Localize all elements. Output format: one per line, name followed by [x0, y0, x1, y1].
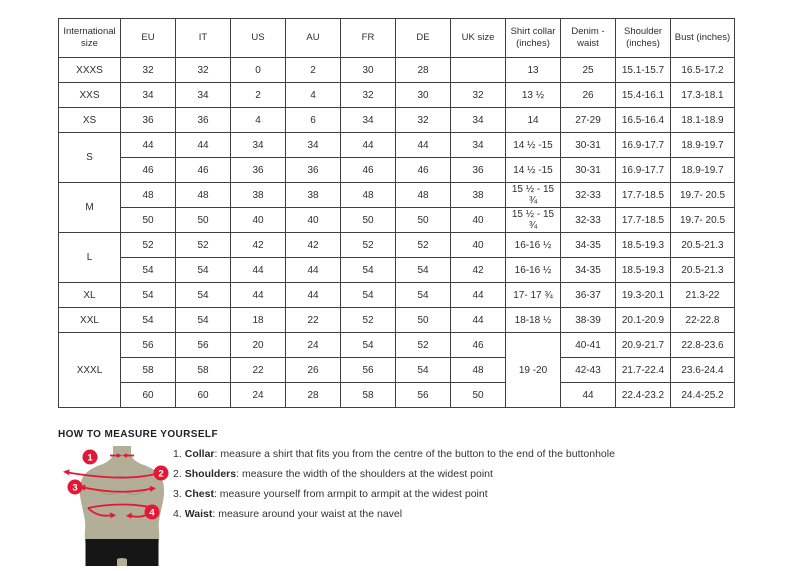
intl-size-cell: M — [59, 183, 121, 233]
size-value-cell: 42 — [286, 233, 341, 258]
table-row — [59, 383, 735, 408]
size-value-cell: 20.1-20.9 — [616, 308, 671, 333]
size-value-cell: 16.9-17.7 — [616, 158, 671, 183]
size-value-cell: 38 — [231, 183, 286, 208]
size-value-cell: 2 — [286, 58, 341, 83]
column-header: FR — [341, 19, 396, 58]
size-value-cell: 52 — [176, 233, 231, 258]
size-value-cell: 46 — [341, 158, 396, 183]
size-value-cell: 40-41 — [561, 333, 616, 358]
size-value-cell: 17.3-18.1 — [671, 83, 735, 108]
column-header: AU — [286, 19, 341, 58]
size-value-cell: 27-29 — [561, 108, 616, 133]
mannequin-figure — [58, 446, 186, 566]
size-value-cell: 18 — [231, 308, 286, 333]
intl-size-cell: XXXL — [59, 333, 121, 408]
size-value-cell: 52 — [341, 233, 396, 258]
size-chart-table — [58, 18, 735, 408]
size-value-cell: 44 — [396, 133, 451, 158]
size-value-cell: 24 — [286, 333, 341, 358]
size-value-cell: 44 — [231, 258, 286, 283]
size-value-cell: 6 — [286, 108, 341, 133]
size-value-cell: 48 — [176, 183, 231, 208]
instruction-label: Shoulders — [184, 468, 237, 480]
size-value-cell: 16-16 ½ — [506, 258, 561, 283]
size-value-cell: 16.9-17.7 — [616, 133, 671, 158]
size-value-cell: 30 — [396, 83, 451, 108]
instruction-text: : measure a shirt that fits you from the centre of the button to the end of the buttonhole — [214, 448, 615, 460]
size-value-cell: 44 — [286, 258, 341, 283]
instruction-number: 1. — [173, 448, 182, 460]
size-value-cell: 54 — [341, 258, 396, 283]
instruction-label: Waist — [184, 508, 213, 520]
measure-instructions — [173, 448, 615, 528]
size-value-cell: 54 — [396, 283, 451, 308]
size-value-cell: 32-33 — [561, 208, 616, 233]
size-value-cell: 44 — [451, 308, 506, 333]
size-value-cell: 16.5-16.4 — [616, 108, 671, 133]
size-value-cell: 4 — [286, 83, 341, 108]
column-header: UK size — [451, 19, 506, 58]
size-value-cell: 22 — [286, 308, 341, 333]
size-value-cell: 54 — [396, 258, 451, 283]
size-table-body — [59, 58, 735, 408]
size-value-cell: 22.8-23.6 — [671, 333, 735, 358]
size-value-cell: 15.4-16.1 — [616, 83, 671, 108]
size-value-cell: 52 — [121, 233, 176, 258]
size-value-cell: 30-31 — [561, 133, 616, 158]
size-value-cell: 17.7-18.5 — [616, 208, 671, 233]
size-value-cell: 20 — [231, 333, 286, 358]
size-value-cell: 30 — [341, 58, 396, 83]
size-value-cell: 58 — [341, 383, 396, 408]
size-value-cell: 38 — [451, 183, 506, 208]
intl-size-cell: XXS — [59, 83, 121, 108]
size-value-cell: 60 — [176, 383, 231, 408]
column-header: Denim - waist — [561, 19, 616, 58]
size-value-cell: 38-39 — [561, 308, 616, 333]
size-value-cell: 42-43 — [561, 358, 616, 383]
table-row — [59, 83, 735, 108]
size-value-cell: 32 — [341, 83, 396, 108]
table-row — [59, 283, 735, 308]
instruction-shoulders — [173, 468, 615, 480]
size-value-cell: 34 — [231, 133, 286, 158]
instruction-number: 4. — [173, 508, 182, 520]
size-value-cell: 52 — [396, 333, 451, 358]
size-value-cell: 44 — [121, 133, 176, 158]
size-value-cell: 50 — [176, 208, 231, 233]
size-value-cell: 42 — [231, 233, 286, 258]
size-value-cell: 46 — [176, 158, 231, 183]
size-value-cell: 56 — [396, 383, 451, 408]
size-value-cell: 18.1-18.9 — [671, 108, 735, 133]
size-value-cell: 15 ½ - 15 ¾ — [506, 208, 561, 233]
column-header: International size — [59, 19, 121, 58]
table-row — [59, 133, 735, 158]
size-value-cell: 40 — [451, 208, 506, 233]
badge-4: 4 — [149, 507, 155, 519]
size-value-cell: 40 — [231, 208, 286, 233]
size-value-cell: 28 — [286, 383, 341, 408]
size-value-cell: 48 — [451, 358, 506, 383]
size-value-cell: 54 — [176, 283, 231, 308]
size-value-cell: 14 ½ -15 — [506, 133, 561, 158]
size-value-cell: 32 — [121, 58, 176, 83]
size-value-cell: 26 — [561, 83, 616, 108]
measure-section-title: HOW TO MEASURE YOURSELF — [58, 429, 218, 440]
table-row — [59, 308, 735, 333]
size-value-cell: 34-35 — [561, 233, 616, 258]
intl-size-cell: XS — [59, 108, 121, 133]
size-value-cell: 56 — [176, 333, 231, 358]
size-value-cell: 20.5-21.3 — [671, 233, 735, 258]
instruction-number: 3. — [173, 488, 182, 500]
size-value-cell: 16.5-17.2 — [671, 58, 735, 83]
size-value-cell: 15 ½ - 15 ¾ — [506, 183, 561, 208]
size-value-cell: 50 — [396, 208, 451, 233]
size-value-cell: 46 — [121, 158, 176, 183]
size-value-cell: 50 — [121, 208, 176, 233]
size-value-cell: 54 — [341, 283, 396, 308]
table-row — [59, 158, 735, 183]
intl-size-cell: XXXS — [59, 58, 121, 83]
size-value-cell: 34 — [451, 108, 506, 133]
size-value-cell: 48 — [341, 183, 396, 208]
size-value-cell: 34 — [341, 108, 396, 133]
size-value-cell: 48 — [396, 183, 451, 208]
badge-2: 2 — [158, 468, 164, 480]
size-value-cell: 32 — [396, 108, 451, 133]
size-value-cell: 42 — [451, 258, 506, 283]
size-value-cell: 52 — [341, 308, 396, 333]
size-value-cell: 54 — [121, 308, 176, 333]
badge-3: 3 — [72, 482, 78, 494]
size-value-cell: 34-35 — [561, 258, 616, 283]
table-row — [59, 58, 735, 83]
size-value-cell: 19.7- 20.5 — [671, 183, 735, 208]
size-value-cell: 4 — [231, 108, 286, 133]
size-value-cell: 21.3-22 — [671, 283, 735, 308]
size-value-cell: 25 — [561, 58, 616, 83]
table-row — [59, 258, 735, 283]
size-value-cell: 50 — [451, 383, 506, 408]
column-header: DE — [396, 19, 451, 58]
size-value-cell: 34 — [176, 83, 231, 108]
size-value-cell: 46 — [451, 333, 506, 358]
intl-size-cell: XL — [59, 283, 121, 308]
size-value-cell: 19.7- 20.5 — [671, 208, 735, 233]
table-row — [59, 183, 735, 208]
size-value-cell: 44 — [176, 133, 231, 158]
size-value-cell: 54 — [176, 308, 231, 333]
size-value-cell: 40 — [286, 208, 341, 233]
size-value-cell: 44 — [286, 283, 341, 308]
column-header: EU — [121, 19, 176, 58]
size-value-cell: 46 — [396, 158, 451, 183]
size-value-cell — [451, 58, 506, 83]
column-header: Shoulder (inches) — [616, 19, 671, 58]
size-value-cell: 18.9-19.7 — [671, 158, 735, 183]
size-value-cell: 54 — [121, 258, 176, 283]
size-value-cell: 32 — [451, 83, 506, 108]
size-value-cell: 44 — [231, 283, 286, 308]
size-value-cell: 18-18 ½ — [506, 308, 561, 333]
intl-size-cell: S — [59, 133, 121, 183]
size-value-cell: 52 — [396, 233, 451, 258]
size-value-cell: 22-22.8 — [671, 308, 735, 333]
size-value-cell: 34 — [121, 83, 176, 108]
table-row — [59, 108, 735, 133]
size-value-cell: 21.7-22.4 — [616, 358, 671, 383]
size-value-cell: 36 — [176, 108, 231, 133]
instruction-collar — [173, 448, 615, 460]
column-header: US — [231, 19, 286, 58]
size-value-cell: 18.9-19.7 — [671, 133, 735, 158]
size-value-cell: 58 — [176, 358, 231, 383]
instruction-label: Collar — [184, 448, 215, 460]
table-header-row — [59, 19, 735, 58]
size-value-cell: 19.3-20.1 — [616, 283, 671, 308]
table-row — [59, 333, 735, 358]
instruction-waist — [173, 508, 615, 520]
size-value-cell: 36 — [286, 158, 341, 183]
badge-1: 1 — [87, 452, 93, 464]
size-value-cell: 14 — [506, 108, 561, 133]
size-value-cell: 50 — [396, 308, 451, 333]
size-value-cell: 36 — [231, 158, 286, 183]
size-value-cell: 20.9-21.7 — [616, 333, 671, 358]
size-value-cell: 36 — [121, 108, 176, 133]
size-value-cell: 54 — [121, 283, 176, 308]
table-row — [59, 208, 735, 233]
size-value-cell: 24 — [231, 383, 286, 408]
size-value-cell: 44 — [561, 383, 616, 408]
size-value-cell-collar-merged: 19 -20 — [506, 333, 561, 408]
size-value-cell: 54 — [176, 258, 231, 283]
size-value-cell: 24.4-25.2 — [671, 383, 735, 408]
size-value-cell: 36 — [451, 158, 506, 183]
size-value-cell: 54 — [396, 358, 451, 383]
size-value-cell: 32 — [176, 58, 231, 83]
size-value-cell: 34 — [451, 133, 506, 158]
column-header: Bust (inches) — [671, 19, 735, 58]
size-value-cell: 17- 17 ¾ — [506, 283, 561, 308]
size-value-cell: 50 — [341, 208, 396, 233]
size-value-cell: 56 — [121, 333, 176, 358]
size-value-cell: 15.1-15.7 — [616, 58, 671, 83]
size-value-cell: 34 — [286, 133, 341, 158]
size-value-cell: 23.6-24.4 — [671, 358, 735, 383]
size-value-cell: 18.5-19.3 — [616, 258, 671, 283]
instruction-chest — [173, 488, 615, 500]
size-value-cell: 0 — [231, 58, 286, 83]
size-value-cell: 60 — [121, 383, 176, 408]
size-value-cell: 20.5-21.3 — [671, 258, 735, 283]
size-value-cell: 36-37 — [561, 283, 616, 308]
column-header: Shirt collar (inches) — [506, 19, 561, 58]
instruction-text: : measure the width of the shoulders at the widest point — [236, 468, 493, 480]
intl-size-cell: L — [59, 233, 121, 283]
size-value-cell: 32-33 — [561, 183, 616, 208]
size-value-cell: 44 — [451, 283, 506, 308]
size-value-cell: 40 — [451, 233, 506, 258]
size-value-cell: 13 ½ — [506, 83, 561, 108]
column-header: IT — [176, 19, 231, 58]
size-value-cell: 38 — [286, 183, 341, 208]
instruction-text: : measure around your waist at the navel — [212, 508, 403, 520]
size-value-cell: 16-16 ½ — [506, 233, 561, 258]
size-value-cell: 26 — [286, 358, 341, 383]
size-value-cell: 54 — [341, 333, 396, 358]
size-value-cell: 56 — [341, 358, 396, 383]
instruction-text: : measure yourself from armpit to armpit at the widest point — [213, 488, 488, 500]
instruction-label: Chest — [184, 488, 214, 500]
size-value-cell: 58 — [121, 358, 176, 383]
instruction-number: 2. — [173, 468, 182, 480]
intl-size-cell: XXL — [59, 308, 121, 333]
size-value-cell: 44 — [341, 133, 396, 158]
size-value-cell: 28 — [396, 58, 451, 83]
table-row — [59, 233, 735, 258]
mannequin-illustration — [58, 446, 186, 566]
size-value-cell: 2 — [231, 83, 286, 108]
table-row — [59, 358, 735, 383]
size-value-cell: 22 — [231, 358, 286, 383]
size-value-cell: 30-31 — [561, 158, 616, 183]
size-value-cell: 48 — [121, 183, 176, 208]
size-value-cell: 18.5-19.3 — [616, 233, 671, 258]
size-value-cell: 17.7-18.5 — [616, 183, 671, 208]
size-value-cell: 13 — [506, 58, 561, 83]
size-value-cell: 22.4-23.2 — [616, 383, 671, 408]
size-value-cell: 14 ½ -15 — [506, 158, 561, 183]
